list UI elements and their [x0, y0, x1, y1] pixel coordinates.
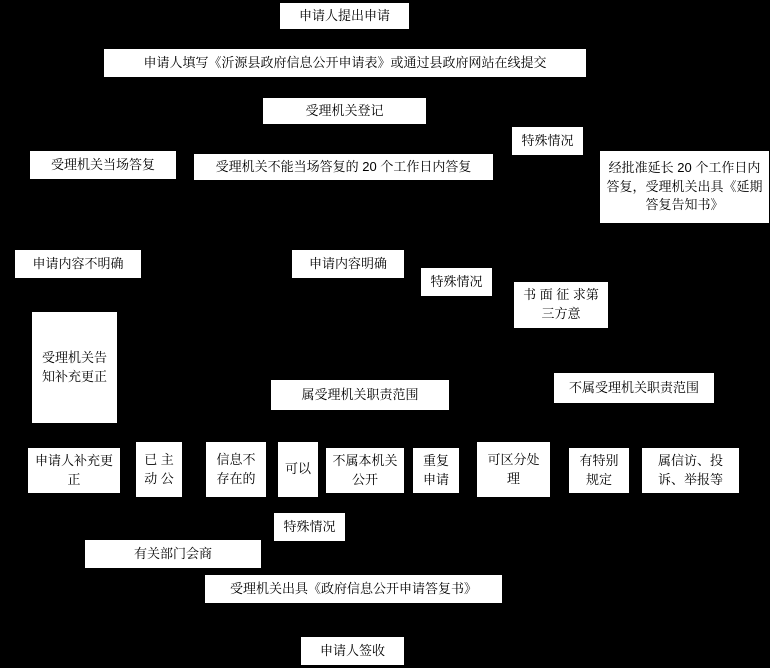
flow-node-n23: 属信访、投诉、举报等 [641, 447, 740, 494]
flow-node-n26: 受理机关出具《政府信息公开申请答复书》 [204, 574, 503, 604]
flow-node-n16: 已 主 动 公 [135, 441, 183, 498]
flow-node-n27: 申请人签收 [300, 636, 405, 666]
flow-node-n18: 可以 [277, 441, 319, 498]
flow-node-n13: 属受理机关职责范围 [270, 379, 450, 411]
flow-node-n8: 申请内容不明确 [14, 249, 142, 279]
flow-node-n11: 书 面 征 求第三方意 [513, 281, 609, 329]
flow-node-n24: 特殊情况 [273, 512, 346, 542]
flow-node-n2: 申请人填写《沂源县政府信息公开申请表》或通过县政府网站在线提交 [103, 48, 587, 78]
flow-node-n19: 不属本机关公开 [325, 447, 405, 494]
flow-node-n22: 有特别规定 [568, 447, 630, 494]
flow-node-n1: 申请人提出申请 [279, 2, 410, 30]
flow-node-n6: 受理机关不能当场答复的 20 个工作日内答复 [193, 153, 494, 181]
flow-node-n14: 不属受理机关职责范围 [553, 372, 715, 404]
flow-node-n17: 信息不存在的 [205, 441, 267, 498]
flow-node-n7: 经批准延长 20 个工作日内答复，受理机关出具《延期答复告知书》 [599, 150, 770, 224]
flow-node-n5: 受理机关当场答复 [29, 150, 177, 180]
flow-node-n10: 特殊情况 [420, 267, 493, 297]
flow-node-n25: 有关部门会商 [84, 539, 262, 569]
flow-node-n21: 可区分处理 [476, 441, 551, 498]
flow-node-n9: 申请内容明确 [291, 249, 405, 279]
flow-node-n15: 申请人补充更正 [27, 447, 121, 494]
flow-node-n3: 受理机关登记 [262, 97, 427, 125]
flow-node-n4: 特殊情况 [511, 126, 584, 156]
flow-node-n12: 受理机关告知补充更正 [31, 311, 118, 424]
flow-node-n20: 重复申请 [412, 447, 460, 494]
